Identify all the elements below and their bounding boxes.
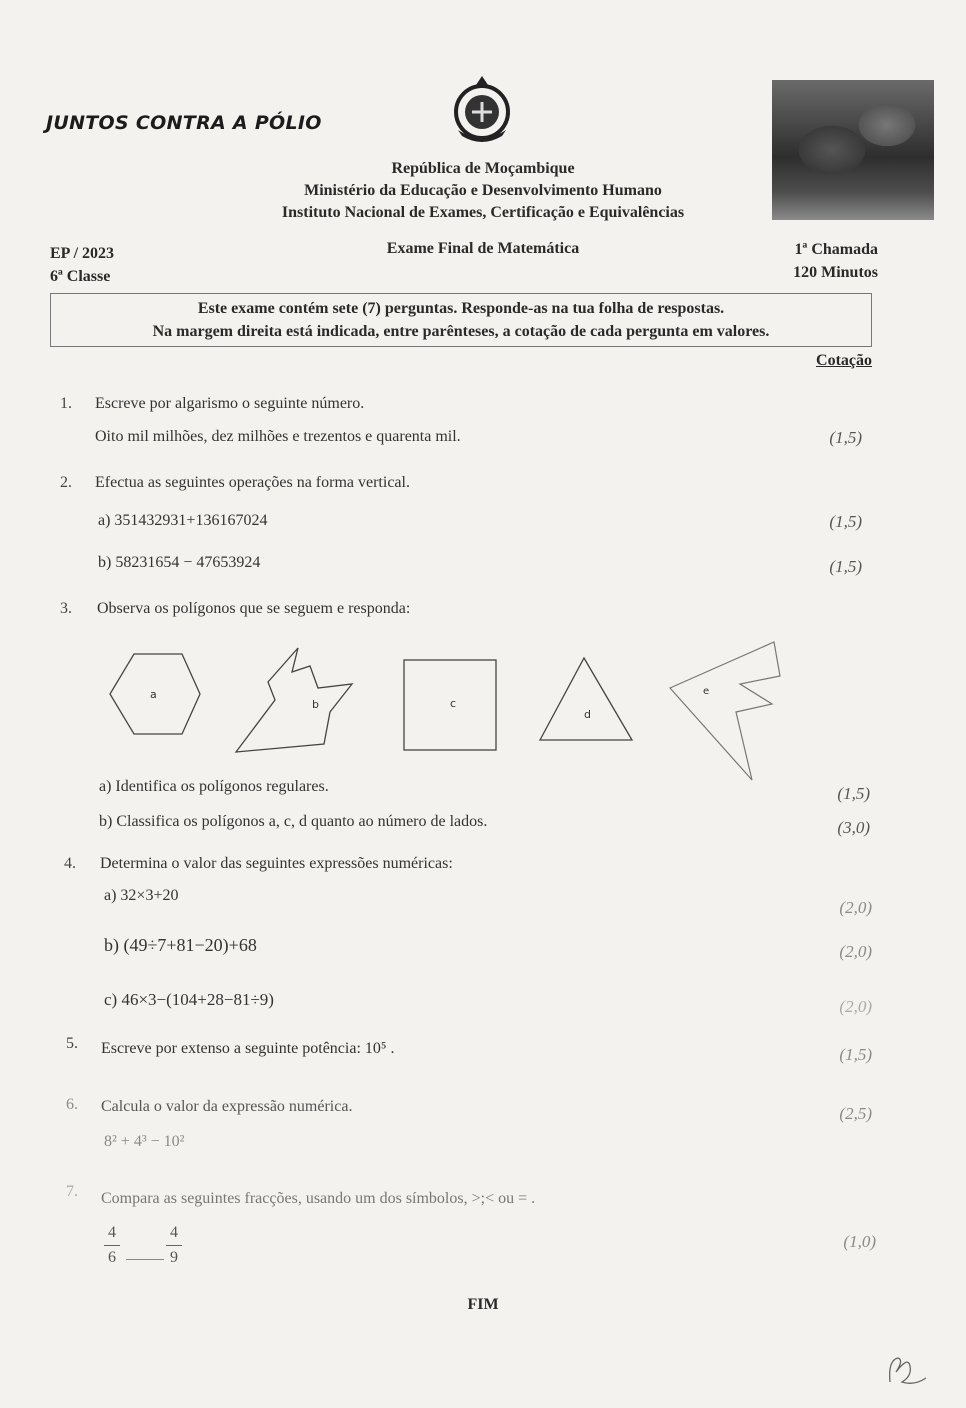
instructions-box	[50, 293, 872, 347]
question-3-number: 3.	[60, 600, 72, 617]
question-2-text: Efectua as seguintes operações na forma vertical.	[95, 474, 410, 491]
exam-code: EP / 2023	[50, 245, 115, 262]
question-5-text: Escreve por extenso a seguinte potência: 10⁵ .	[101, 1040, 395, 1057]
exam-title: Exame Final de Matemática	[386, 240, 580, 257]
question-3a-score: (1,5)	[837, 784, 870, 803]
question-2a-score: (1,5)	[829, 512, 862, 531]
question-2a: a) 351432931+136167024	[98, 512, 268, 529]
polygon-c-label: c	[450, 697, 457, 710]
question-3-text: Observa os polígonos que se seguem e responda:	[97, 600, 411, 617]
campaign-slogan: JUNTOS CONTRA A PÓLIO	[46, 112, 322, 134]
question-4b-score: (2,0)	[839, 942, 872, 961]
fraction-2-numerator: 4	[170, 1224, 178, 1241]
question-4b: b) (49÷7+81−20)+68	[104, 935, 257, 955]
question-6-text: Calcula o valor da expressão numérica.	[101, 1098, 353, 1115]
question-1-sub: Oito mil milhões, dez milhões e trezentos e quarenta mil.	[95, 428, 461, 445]
question-7-score: (1,0)	[843, 1232, 876, 1251]
polygon-e-irregular	[670, 642, 780, 780]
question-7-text: Compara as seguintes fracções, usando um dos símbolos, >;< ou = .	[101, 1190, 536, 1207]
question-6-score: (2,5)	[839, 1104, 872, 1123]
question-2b-score: (1,5)	[829, 557, 862, 576]
question-3a: a) Identifica os polígonos regulares.	[99, 778, 329, 795]
polygon-e-label: e	[703, 686, 710, 697]
question-5-score: (1,5)	[839, 1045, 872, 1064]
question-4-number: 4.	[64, 855, 76, 872]
fraction-1-numerator: 4	[108, 1224, 116, 1241]
instructions-line-1: Este exame contém sete (7) perguntas. Responde-as na tua folha de respostas.	[197, 300, 725, 317]
polygons-figure	[100, 640, 800, 790]
question-3b: b) Classifica os polígonos a, c, d quanto ao número de lados.	[99, 813, 488, 830]
comparison-blank	[126, 1259, 164, 1260]
republic-title: República de Moçambique	[391, 160, 575, 177]
question-4-text: Determina o valor das seguintes expressões numéricas:	[100, 855, 453, 872]
ministry-title: Ministério da Educação e Desenvolvimento Humano	[304, 182, 662, 199]
question-5-number: 5.	[66, 1035, 78, 1052]
polygon-b-irregular	[236, 648, 352, 752]
question-7-number: 7.	[66, 1183, 78, 1200]
polygon-a-label: a	[150, 688, 157, 701]
question-1-score: (1,5)	[829, 428, 862, 447]
question-4c-score: (2,0)	[839, 997, 872, 1016]
question-4a: a) 32×3+20	[104, 887, 179, 904]
instructions-line-2: Na margem direita está indicada, entre parênteses, a cotação de cada pergunta em valores.	[152, 323, 770, 340]
polygon-d-label: d	[584, 708, 591, 721]
question-1-text: Escreve por algarismo o seguinte número.	[95, 395, 365, 412]
question-3b-score: (3,0)	[837, 818, 870, 837]
fraction-1	[104, 1224, 120, 1267]
question-4a-score: (2,0)	[839, 898, 872, 917]
question-2b: b) 58231654 − 47653924	[98, 554, 261, 571]
national-emblem	[444, 72, 520, 148]
question-6-number: 6.	[66, 1096, 78, 1113]
exam-call: 1ª Chamada	[794, 241, 878, 258]
end-marker: FIM	[467, 1296, 499, 1313]
polygon-d-triangle	[540, 658, 632, 740]
cotacao-header: Cotação	[816, 352, 872, 369]
fraction-2-denominator: 9	[170, 1249, 178, 1266]
fraction-2	[166, 1224, 182, 1267]
question-1-number: 1.	[60, 395, 72, 412]
institute-title: Instituto Nacional de Exames, Certificação e Equivalências	[281, 204, 685, 221]
handwritten-initials	[884, 1352, 932, 1392]
question-4c: c) 46×3−(104+28−81÷9)	[104, 990, 274, 1009]
grade-level: 6ª Classe	[50, 268, 111, 285]
question-2-number: 2.	[60, 474, 72, 491]
fraction-1-denominator: 6	[108, 1249, 116, 1266]
question-6-expression: 8² + 4³ − 10²	[104, 1133, 185, 1150]
polygon-b-label: b	[312, 698, 319, 711]
exam-duration: 120 Minutos	[793, 264, 878, 281]
